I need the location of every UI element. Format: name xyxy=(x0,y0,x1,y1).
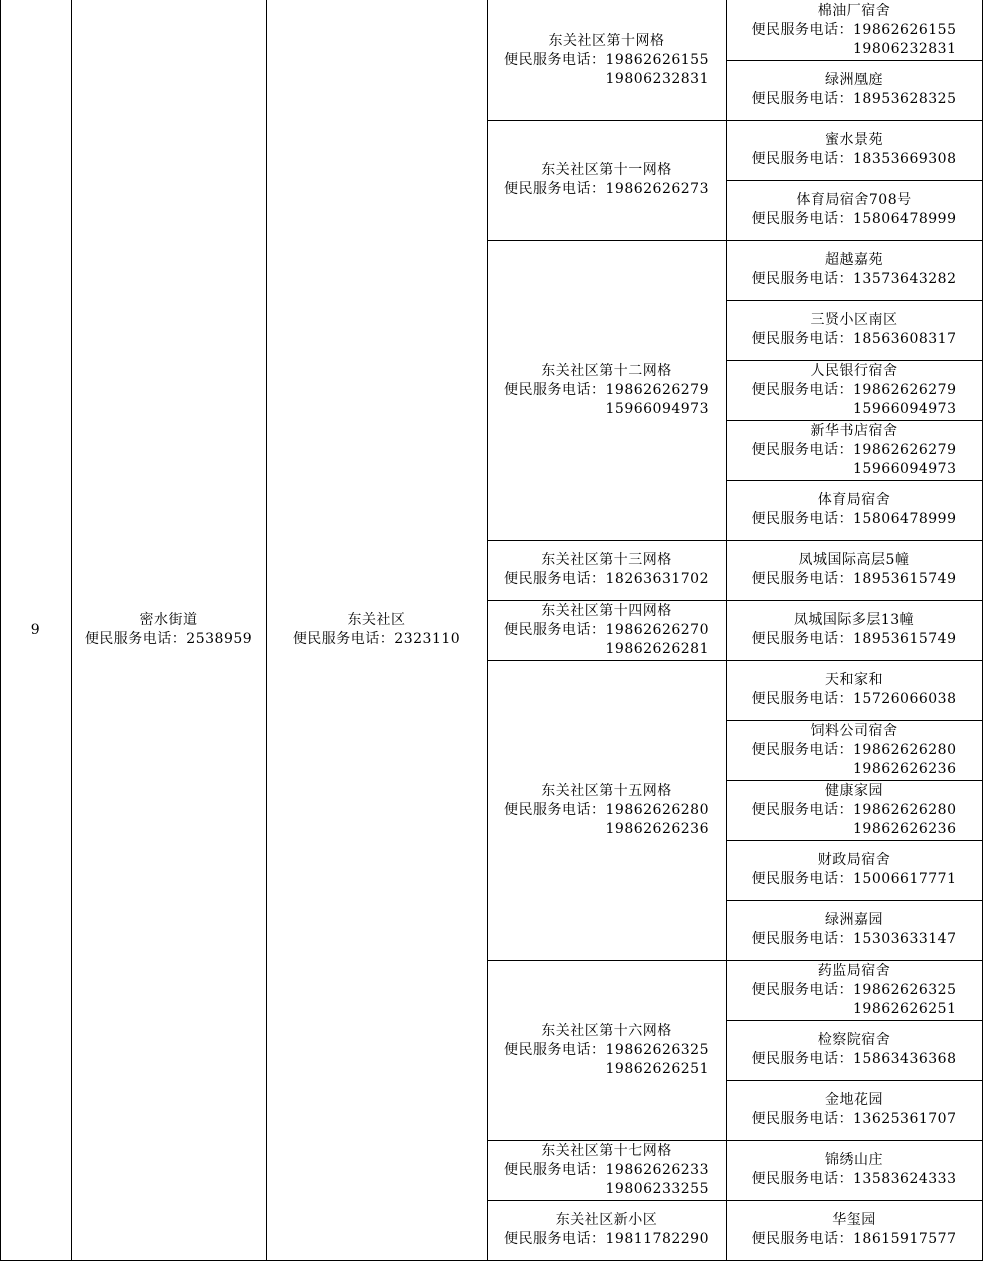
compound-phones xyxy=(752,801,957,839)
row-border xyxy=(487,600,983,601)
grid-name: 东关社区第十网格 xyxy=(548,32,665,49)
compound-phones xyxy=(752,981,957,1019)
compound-phone-number: 19862626236 xyxy=(853,820,957,837)
compound-phones xyxy=(752,270,957,289)
grid-phone-number: 19862626233 xyxy=(605,1161,709,1178)
compound-phone-number: 19862626279 xyxy=(853,381,957,398)
row-border xyxy=(726,780,983,781)
compound-phone-number: 13625361707 xyxy=(853,1111,957,1127)
compound-name: 三贤小区南区 xyxy=(810,312,898,328)
grid-phone-label: 便民服务电话： xyxy=(504,1161,606,1178)
compound-cell-content xyxy=(752,1031,957,1069)
compound-cell xyxy=(726,960,982,1020)
compound-cell xyxy=(726,1140,982,1200)
compound-phone-label: 便民服务电话： xyxy=(751,1051,853,1067)
compound-phone-number: 19806232831 xyxy=(853,40,957,57)
community-phone: 便民服务电话：2323110 xyxy=(292,631,461,647)
compound-name: 健康家园 xyxy=(824,782,883,799)
grid-phone-number: 18263631702 xyxy=(605,571,709,587)
grid-phone-label: 便民服务电话： xyxy=(504,51,606,68)
compound-phone-number: 15726066038 xyxy=(853,691,957,707)
compound-phone-label: 便民服务电话： xyxy=(751,691,853,707)
row-border xyxy=(487,1200,983,1201)
compound-phone-number: 15966094973 xyxy=(853,460,957,477)
street-phone: 便民服务电话：2538959 xyxy=(84,631,253,647)
community-name: 东关社区 xyxy=(347,612,406,628)
compound-name: 检察院宿舍 xyxy=(817,1032,891,1048)
grid-cell-content xyxy=(504,1022,709,1079)
column-border xyxy=(71,0,72,1261)
row-border xyxy=(487,120,983,121)
grid-phones xyxy=(504,1230,709,1249)
column-border xyxy=(487,0,488,1261)
row-index-cell xyxy=(0,0,71,1260)
compound-phone-label: 便民服务电话： xyxy=(751,211,853,227)
compound-cell xyxy=(726,120,982,180)
compound-phone-number: 15006617771 xyxy=(853,871,957,887)
row-border xyxy=(487,960,983,961)
grid-phones xyxy=(504,570,709,589)
compound-phone-number: 13583624333 xyxy=(853,1171,957,1187)
grid-phones xyxy=(504,51,709,89)
compound-cell xyxy=(726,180,982,240)
column-border xyxy=(0,0,1,1261)
compound-cell xyxy=(726,480,982,540)
compound-phone-label: 便民服务电话： xyxy=(751,1171,853,1187)
grid-phones xyxy=(504,180,709,199)
grid-cell xyxy=(487,540,726,600)
column-border xyxy=(726,0,727,1261)
compound-cell-content xyxy=(752,71,957,109)
compound-phone-label: 便民服务电话： xyxy=(751,91,853,107)
compound-cell-content xyxy=(752,2,957,59)
compound-cell-content xyxy=(752,1211,957,1249)
compound-name: 财政局宿舍 xyxy=(817,852,891,868)
compound-phone-label: 便民服务电话： xyxy=(751,21,853,38)
compound-phone-number: 15863436368 xyxy=(853,1051,957,1067)
row-border xyxy=(487,660,983,661)
compound-cell xyxy=(726,840,982,900)
compound-name: 华玺园 xyxy=(832,1212,876,1228)
compound-cell xyxy=(726,600,982,660)
compound-phones xyxy=(752,210,957,229)
compound-phones xyxy=(752,150,957,169)
grid-cell-content xyxy=(504,1211,709,1249)
row-border xyxy=(726,1020,983,1021)
compound-phone-number: 15806478999 xyxy=(853,211,957,227)
grid-phone-label: 便民服务电话： xyxy=(504,621,606,638)
row-border xyxy=(487,540,983,541)
compound-phone-label: 便民服务电话： xyxy=(751,571,853,587)
compound-cell-content xyxy=(752,671,957,709)
compound-phones xyxy=(752,870,957,889)
compound-phone-label: 便民服务电话： xyxy=(751,271,853,287)
compound-phones xyxy=(752,510,957,529)
compound-cell-content xyxy=(752,962,957,1019)
compound-name: 金地花园 xyxy=(824,1092,883,1108)
compound-phone-label: 便民服务电话： xyxy=(751,151,853,167)
grid-name: 东关社区第十六网格 xyxy=(541,1022,672,1039)
compound-phone-label: 便民服务电话： xyxy=(751,741,853,758)
grid-cell-content xyxy=(504,32,709,89)
compound-cell-content xyxy=(752,191,957,229)
compound-phone-number: 15303633147 xyxy=(853,931,957,947)
compound-phone-number: 15806478999 xyxy=(853,511,957,527)
compound-phone-number: 18953615749 xyxy=(853,571,957,587)
compound-phone-label: 便民服务电话： xyxy=(751,441,853,458)
compound-name: 锦绣山庄 xyxy=(824,1152,883,1168)
compound-phone-label: 便民服务电话： xyxy=(751,381,853,398)
row-border xyxy=(726,900,983,901)
compound-cell xyxy=(726,540,982,600)
compound-cell xyxy=(726,720,982,780)
compound-name: 凤城国际高层5幢 xyxy=(798,552,910,568)
grid-phones xyxy=(504,1041,709,1079)
street-cell xyxy=(71,0,266,1260)
grid-phones xyxy=(504,621,709,659)
compound-phone-label: 便民服务电话： xyxy=(751,331,853,347)
grid-cell xyxy=(487,1140,726,1200)
compound-phones xyxy=(752,21,957,59)
grid-cell xyxy=(487,0,726,120)
compound-phones xyxy=(752,570,957,589)
compound-cell-content xyxy=(752,491,957,529)
grid-cell-content xyxy=(504,551,709,589)
grid-phone-number: 19862626325 xyxy=(605,1041,709,1058)
column-border xyxy=(266,0,267,1261)
compound-cell-content xyxy=(752,251,957,289)
compound-cell-content xyxy=(752,131,957,169)
compound-cell xyxy=(726,300,982,360)
compound-name: 体育局宿舍 xyxy=(817,492,891,508)
compound-name: 绿洲凰庭 xyxy=(824,72,883,88)
compound-phone-number: 19862626325 xyxy=(853,981,957,998)
compound-cell-content xyxy=(752,362,957,419)
row-border xyxy=(487,240,983,241)
grid-phone-number: 19862626251 xyxy=(605,1060,709,1077)
compound-cell xyxy=(726,240,982,300)
grid-phone-label: 便民服务电话： xyxy=(504,181,606,197)
compound-phone-number: 18353669308 xyxy=(853,151,957,167)
row-border xyxy=(726,300,983,301)
compound-name: 人民银行宿舍 xyxy=(810,362,898,379)
compound-phone-label: 便民服务电话： xyxy=(751,871,853,887)
grid-cell-content xyxy=(504,602,709,659)
compound-phone-number: 19862626280 xyxy=(853,801,957,818)
compound-phone-number: 18563608317 xyxy=(853,331,957,347)
compound-phones xyxy=(752,741,957,779)
compound-cell xyxy=(726,660,982,720)
compound-cell-content xyxy=(752,611,957,649)
compound-phones xyxy=(752,1110,957,1129)
grid-name: 东关社区新小区 xyxy=(555,1212,658,1228)
compound-phone-number: 19862626279 xyxy=(853,441,957,458)
compound-name: 棉油厂宿舍 xyxy=(817,2,891,19)
compound-cell-content xyxy=(752,422,957,479)
grid-phone-number: 19862626270 xyxy=(605,621,709,638)
compound-cell-content xyxy=(752,911,957,949)
compound-phones xyxy=(752,381,957,419)
compound-cell-content xyxy=(752,1151,957,1189)
compound-cell-content xyxy=(752,782,957,839)
compound-cell xyxy=(726,420,982,480)
grid-cell-content xyxy=(504,1142,709,1199)
grid-phone-number: 19862626273 xyxy=(605,181,709,197)
compound-phone-label: 便民服务电话： xyxy=(751,801,853,818)
compound-name: 凤城国际多层13幢 xyxy=(793,612,915,628)
grid-phone-number: 19806232831 xyxy=(605,70,709,87)
grid-phone-number: 19862626280 xyxy=(605,801,709,818)
grid-phone-number: 19862626281 xyxy=(605,640,709,657)
compound-cell xyxy=(726,780,982,840)
compound-cell xyxy=(726,60,982,120)
compound-phone-label: 便民服务电话： xyxy=(751,1231,853,1247)
grid-phone-label: 便民服务电话： xyxy=(504,1231,606,1247)
compound-phones xyxy=(752,1230,957,1249)
compound-phone-number: 19862626251 xyxy=(853,1000,957,1017)
grid-cell-content xyxy=(504,782,709,839)
grid-phone-label: 便民服务电话： xyxy=(504,1041,606,1058)
compound-phone-number: 15966094973 xyxy=(853,400,957,417)
row-border xyxy=(726,180,983,181)
compound-cell xyxy=(726,0,982,60)
grid-cell-content xyxy=(504,161,709,199)
grid-phone-number: 19811782290 xyxy=(605,1231,709,1247)
compound-phone-label: 便民服务电话： xyxy=(751,511,853,527)
community-cell xyxy=(266,0,487,1260)
grid-cell-content xyxy=(504,362,709,419)
compound-phone-label: 便民服务电话： xyxy=(751,631,853,647)
row-border xyxy=(726,420,983,421)
compound-name: 饲料公司宿舍 xyxy=(810,722,898,739)
grid-phone-label: 便民服务电话： xyxy=(504,801,606,818)
grid-cell xyxy=(487,960,726,1140)
compound-name: 绿洲嘉园 xyxy=(824,912,883,928)
compound-cell xyxy=(726,1200,982,1260)
grid-name: 东关社区第十七网格 xyxy=(541,1142,672,1159)
compound-phones xyxy=(752,330,957,349)
compound-cell xyxy=(726,1080,982,1140)
row-border xyxy=(726,840,983,841)
compound-phones xyxy=(752,90,957,109)
compound-phones xyxy=(752,930,957,949)
compound-phone-number: 19862626155 xyxy=(853,21,957,38)
compound-cell-content xyxy=(752,1091,957,1129)
compound-phone-number: 13573643282 xyxy=(853,271,957,287)
compound-name: 药监局宿舍 xyxy=(817,962,891,979)
grid-phone-number: 19862626236 xyxy=(605,820,709,837)
compound-phone-label: 便民服务电话： xyxy=(751,1111,853,1127)
compound-phone-label: 便民服务电话： xyxy=(751,931,853,947)
compound-cell-content xyxy=(752,851,957,889)
grid-phones xyxy=(504,381,709,419)
row-border xyxy=(726,1080,983,1081)
row-index: 9 xyxy=(30,621,41,638)
row-border xyxy=(726,360,983,361)
grid-name: 东关社区第十二网格 xyxy=(541,362,672,379)
grid-name: 东关社区第十三网格 xyxy=(541,552,672,568)
street-name: 密水街道 xyxy=(139,612,198,628)
compound-cell xyxy=(726,900,982,960)
grid-phone-label: 便民服务电话： xyxy=(504,381,606,398)
row-border xyxy=(726,720,983,721)
grid-cell xyxy=(487,240,726,540)
grid-phone-number: 15966094973 xyxy=(605,400,709,417)
compound-name: 新华书店宿舍 xyxy=(810,422,898,439)
grid-cell xyxy=(487,600,726,660)
grid-phone-number: 19806233255 xyxy=(605,1180,709,1197)
compound-phones xyxy=(752,1050,957,1069)
compound-cell-content xyxy=(752,551,957,589)
row-border xyxy=(487,1140,983,1141)
compound-cell-content xyxy=(752,311,957,349)
compound-cell-content xyxy=(752,722,957,779)
compound-phone-label: 便民服务电话： xyxy=(751,981,853,998)
compound-phones xyxy=(752,690,957,709)
compound-phones xyxy=(752,441,957,479)
compound-phone-number: 18953628325 xyxy=(853,91,957,107)
grid-cell xyxy=(487,660,726,960)
grid-phone-number: 19862626279 xyxy=(605,381,709,398)
compound-phone-number: 19862626236 xyxy=(853,760,957,777)
grid-phone-label: 便民服务电话： xyxy=(504,571,606,587)
grid-name: 东关社区第十四网格 xyxy=(541,602,672,619)
row-border xyxy=(726,60,983,61)
compound-name: 体育局宿舍708号 xyxy=(796,192,912,208)
grid-phone-number: 19862626155 xyxy=(605,51,709,68)
compound-phones xyxy=(752,1170,957,1189)
compound-phone-number: 18615917577 xyxy=(853,1231,957,1247)
compound-phone-number: 19862626280 xyxy=(853,741,957,758)
compound-cell xyxy=(726,1020,982,1080)
grid-name: 东关社区第十五网格 xyxy=(541,782,672,799)
grid-name: 东关社区第十一网格 xyxy=(541,162,672,178)
compound-name: 蜜水景苑 xyxy=(824,132,883,148)
compound-name: 天和家和 xyxy=(824,672,883,688)
grid-phones xyxy=(504,801,709,839)
row-border xyxy=(726,480,983,481)
compound-cell xyxy=(726,360,982,420)
grid-cell xyxy=(487,1200,726,1260)
grid-phones xyxy=(504,1161,709,1199)
compound-phone-number: 18953615749 xyxy=(853,631,957,647)
compound-phones xyxy=(752,630,957,649)
grid-cell xyxy=(487,120,726,240)
compound-name: 超越嘉苑 xyxy=(824,252,883,268)
